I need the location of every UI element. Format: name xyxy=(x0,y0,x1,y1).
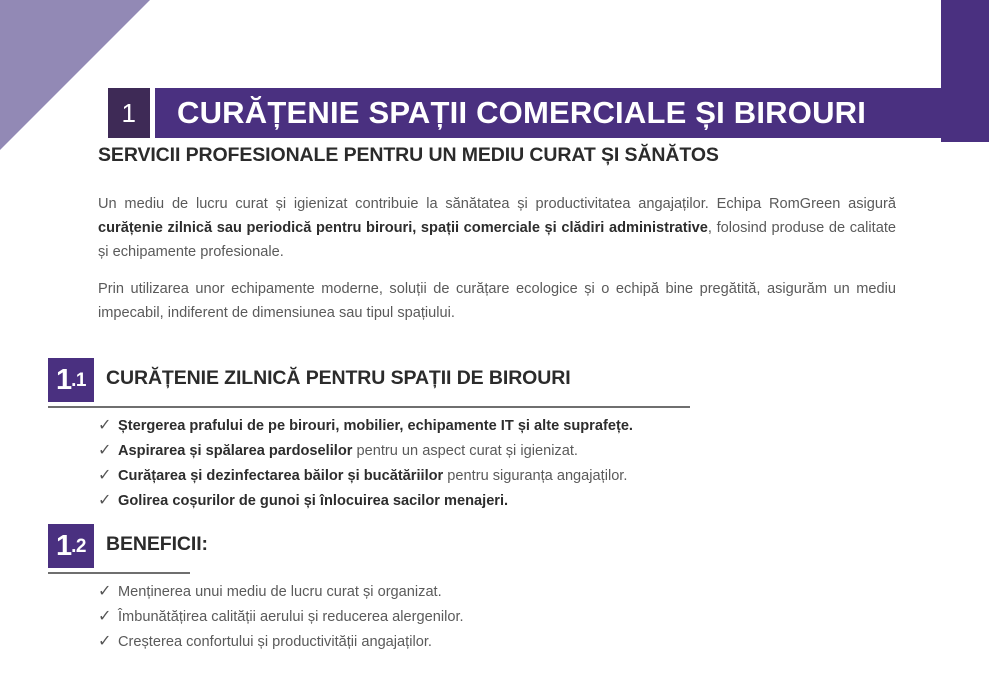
intro-paragraph-1-part-2: , folosind produse de calitate și echipamente profesionale. xyxy=(98,220,896,260)
section-number-badge: 1 xyxy=(108,88,150,138)
intro-paragraph-1-part-1: Un mediu de lucru curat și igienizat contribuie la sănătatea și productivitatea angajaților. Echipa RomGreen asigură xyxy=(98,196,896,212)
check-icon: ✓ xyxy=(98,583,112,600)
subsection-1-1-badge-minor: .1 xyxy=(71,369,86,391)
subsection-1-2-divider xyxy=(48,572,190,574)
intro-paragraph-1 xyxy=(98,192,896,264)
subsection-1-2 xyxy=(48,524,464,655)
list-item-text xyxy=(118,415,633,438)
check-icon: ✓ xyxy=(98,608,112,625)
list-item-rest: pentru siguranța angajaților. xyxy=(443,468,628,484)
subsection-1-1-divider xyxy=(48,406,690,408)
intro-paragraph-1-highlight: curățenie zilnică sau periodică pentru birouri, spații comerciale și clădiri administrative xyxy=(98,220,708,236)
list-item-text xyxy=(118,490,508,513)
check-icon: ✓ xyxy=(98,417,112,434)
subsection-1-2-list xyxy=(48,580,464,654)
list-item-text xyxy=(118,606,464,629)
list-item-text xyxy=(118,631,432,654)
list-item xyxy=(98,630,464,654)
intro-paragraph-2: Prin utilizarea unor echipamente moderne, soluții de curățare ecologice și o echipă bine pregătită, asigurăm un mediu impecabil, indiferent de dimensiunea sau tipul spațiului. xyxy=(98,281,896,321)
list-item-emphasis: Golirea coșurilor de gunoi și înlocuirea sacilor menajeri. xyxy=(118,493,509,509)
subsection-1-1 xyxy=(48,358,690,514)
subsection-1-1-list xyxy=(48,414,690,513)
subsection-1-1-header xyxy=(48,358,690,402)
page-subtitle: SERVICII PROFESIONALE PENTRU UN MEDIU CURAT ȘI SĂNĂTOS xyxy=(98,144,719,166)
list-item-emphasis: Aspirarea și spălarea pardoselilor xyxy=(118,443,353,459)
list-item-text xyxy=(118,581,442,604)
subsection-1-2-badge xyxy=(48,524,94,568)
subsection-1-1-badge xyxy=(48,358,94,402)
list-item xyxy=(98,414,690,438)
subsection-1-2-title: BENEFICII: xyxy=(106,533,208,555)
list-item-emphasis: Ștergerea prafului xyxy=(118,418,243,434)
subsection-1-2-badge-minor: .2 xyxy=(71,535,86,557)
list-item-rest: Îmbunătățirea calității aerului și reducerea alergenilor. xyxy=(118,609,464,625)
check-icon: ✓ xyxy=(98,633,112,650)
list-item-rest: de pe birouri, mobilier, echipamente IT și alte suprafețe. xyxy=(242,418,633,434)
check-icon: ✓ xyxy=(98,467,112,484)
list-item xyxy=(98,580,464,604)
list-item-text xyxy=(118,465,627,488)
list-item xyxy=(98,605,464,629)
list-item-rest: Menținerea unui mediu de lucru curat și organizat. xyxy=(118,584,442,600)
list-item xyxy=(98,489,690,513)
list-item xyxy=(98,464,690,488)
section-header xyxy=(108,88,989,138)
list-item xyxy=(98,439,690,463)
list-item-text xyxy=(118,440,578,463)
page-title: CURĂȚENIE SPAȚII COMERCIALE ȘI BIROURI xyxy=(155,88,989,138)
list-item-emphasis: Curățarea și dezinfectarea băilor și bucătăriilor xyxy=(118,468,444,484)
check-icon: ✓ xyxy=(98,442,112,459)
list-item-rest: pentru un aspect curat și igienizat. xyxy=(352,443,578,459)
check-icon: ✓ xyxy=(98,492,112,509)
subsection-1-2-badge-major: 1 xyxy=(56,529,72,562)
subsection-1-1-title: CURĂȚENIE ZILNICĂ PENTRU SPAȚII DE BIROURI xyxy=(106,367,571,389)
list-item-rest: Creșterea confortului și productivității angajaților. xyxy=(118,634,432,650)
subsection-1-2-header xyxy=(48,524,464,568)
subsection-1-1-badge-major: 1 xyxy=(56,363,72,396)
